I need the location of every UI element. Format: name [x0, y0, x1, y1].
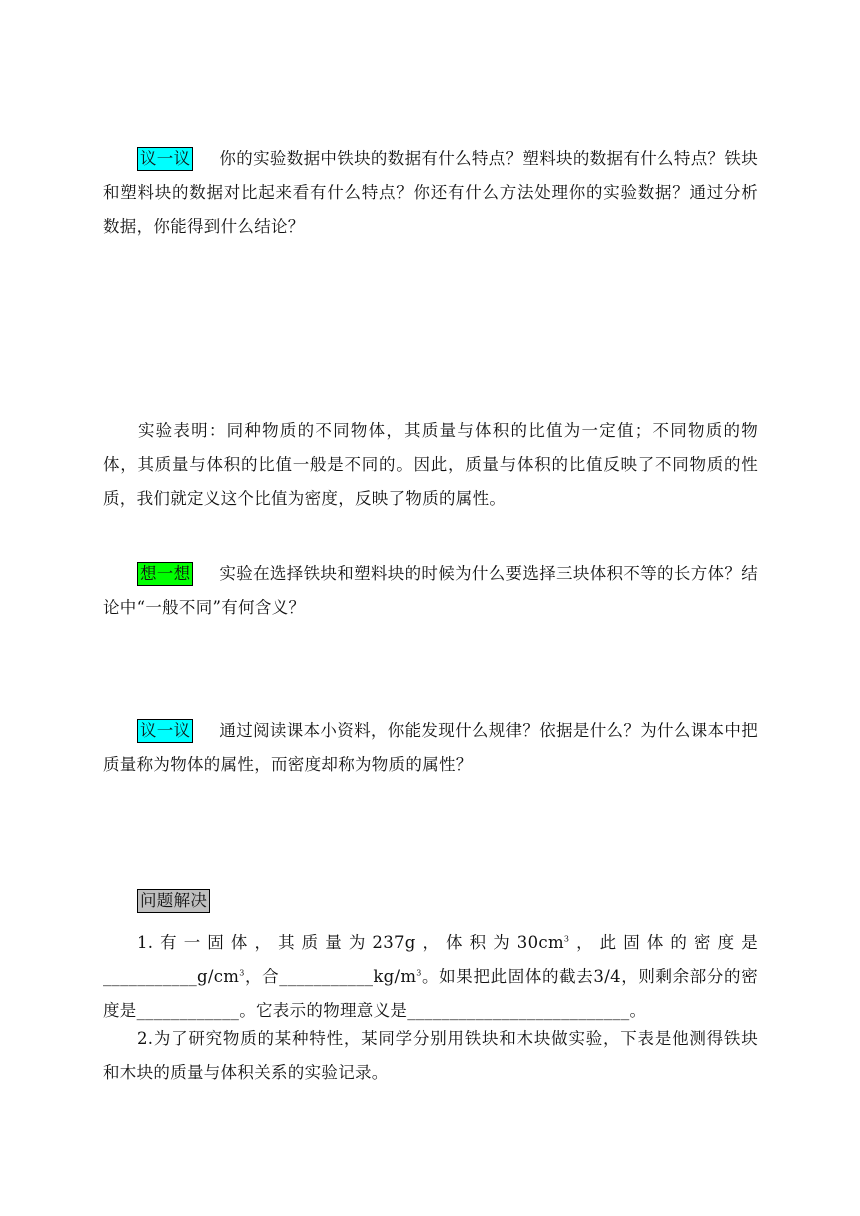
discuss-tag-1: 议一议 [137, 147, 193, 171]
superscript: 3 [416, 968, 422, 978]
think-text: 实验在选择铁块和塑料块的时候为什么要选择三块体积不等的长方体？结论中“一般不同”有何含义？ [103, 564, 758, 617]
superscript: 3 [239, 968, 245, 978]
discuss-paragraph-2 [103, 714, 758, 782]
problem-2-text: 2.为了研究物质的某种特性，某同学分别用铁块和木块做实验，下表是他测得铁块和木块的质量与体积关系的实验记录。 [103, 1029, 758, 1082]
problems-tag: 问题解决 [137, 889, 210, 913]
discuss-paragraph-1 [103, 142, 758, 244]
think-tag: 想一想 [137, 562, 193, 586]
problem-1-part-c: ，合___________kg/m [244, 967, 417, 986]
discuss-tag-2: 议一议 [137, 719, 193, 743]
conclusion-text: 实验表明：同种物质的不同物体，其质量与体积的比值为一定值；不同物质的物体，其质量与体积的比值一般是不同的。因此，质量与体积的比值反映了不同物质的性质，我们就定义这个比值为密度，反映了物质的属性。 [103, 421, 758, 508]
problems-heading [103, 884, 758, 918]
problem-2 [103, 1022, 758, 1090]
superscript: 3 [563, 934, 570, 944]
conclusion-paragraph [103, 414, 758, 516]
problem-1-part-a: 1.有一固体，其质量为237g，体积为30cm [137, 933, 564, 952]
think-paragraph [103, 557, 758, 625]
problem-1 [103, 926, 758, 1028]
problem-1-part-b: ，此固体的密度是___________g/cm [103, 933, 758, 986]
discuss-text-2: 通过阅读课本小资料，你能发现什么规律？依据是什么？为什么课本中把质量称为物体的属性，而密度却称为物质的属性？ [103, 721, 758, 774]
discuss-text-1: 你的实验数据中铁块的数据有什么特点？塑料块的数据有什么特点？铁块和塑料块的数据对比起来看有什么特点？你还有什么方法处理你的实验数据？通过分析数据，你能得到什么结论？ [103, 149, 758, 236]
problem-1-part-d: 。如果把此固体的截去3/4，则剩余部分的密度是____________。它表示的物理意义是__________________________。 [103, 967, 758, 1020]
